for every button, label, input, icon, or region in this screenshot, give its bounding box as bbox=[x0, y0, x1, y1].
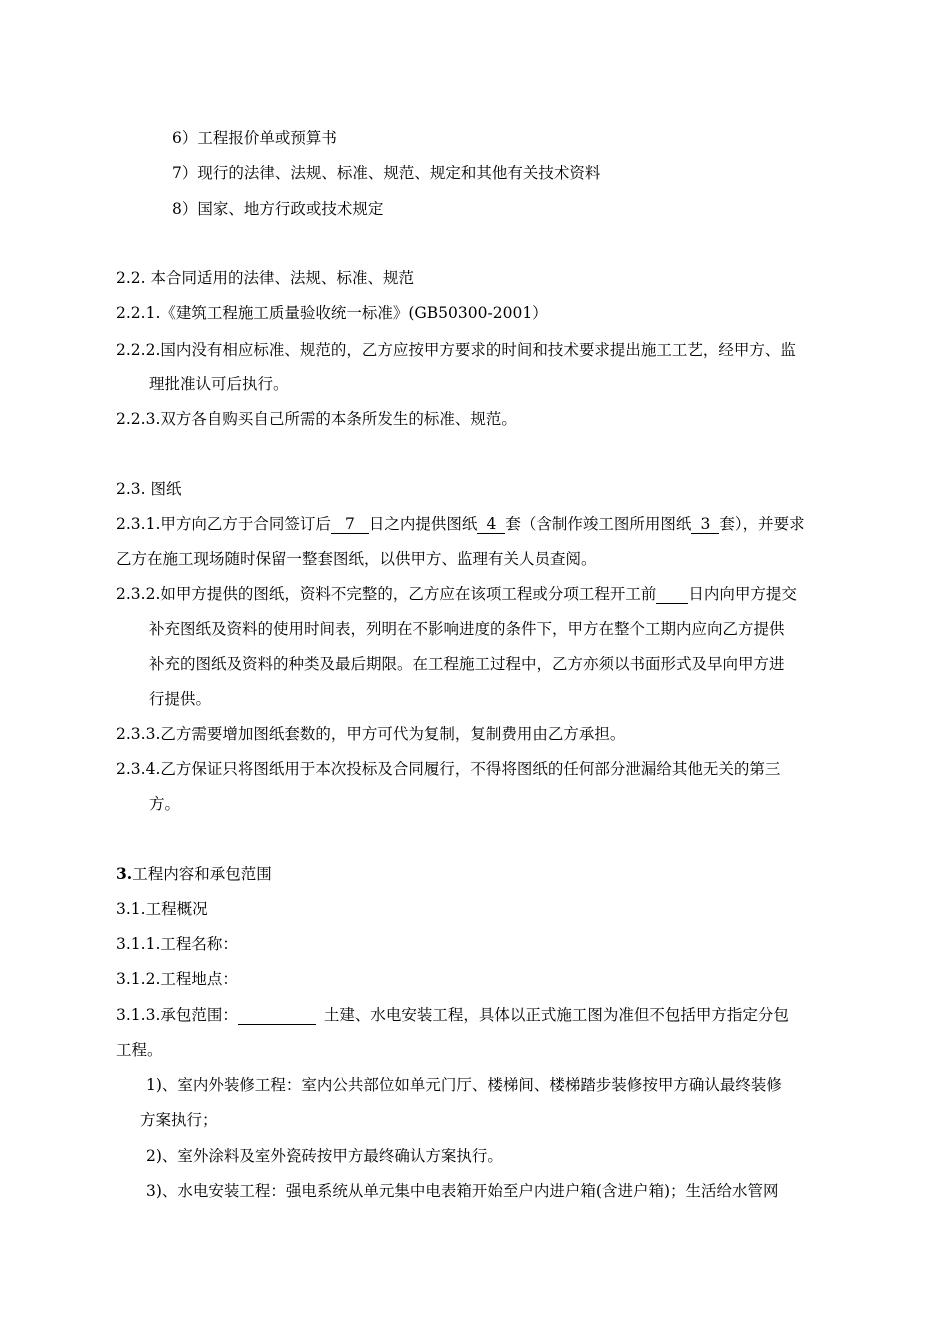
list-item-8: 8）国家、地方行政或技术规定 bbox=[172, 200, 384, 218]
scope-item-1-line2: 方案执行； bbox=[140, 1111, 218, 1129]
scope-item-2: 2)、室外涂料及室外瓷砖按甲方最终确认方案执行。 bbox=[146, 1147, 503, 1165]
scope-blank bbox=[238, 1006, 316, 1025]
section-2-2-heading: 2.2. 本合同适用的法律、法规、标准、规范 bbox=[116, 269, 415, 287]
days-blank: 7 bbox=[331, 515, 369, 534]
clause-2-3-2-line2: 补充图纸及资料的使用时间表，列明在不影响进度的条件下，甲方在整个工期内应向乙方提供 bbox=[149, 620, 785, 638]
clause-2-3-4-line1: 2.3.4.乙方保证只将图纸用于本次投标及合同履行，不得将图纸的任何部分泄漏给其他无关的第三 bbox=[116, 760, 781, 778]
scope-item-1-line1: 1)、室内外装修工程：室内公共部位如单元门厅、楼梯间、楼梯踏步装修按甲方确认最终装修 bbox=[146, 1076, 782, 1094]
project-name-field: 3.1.1.工程名称： bbox=[116, 935, 238, 953]
clause-2-3-1-line2: 乙方在施工现场随时保留一整套图纸，以供甲方、监理有关人员查阅。 bbox=[116, 550, 597, 568]
section-3-number: 3. bbox=[116, 864, 133, 883]
clause-2-3-1-text-c: 套（含制作竣工图所用图纸 bbox=[505, 515, 692, 533]
clause-3-1-3-line1 bbox=[116, 1005, 789, 1025]
clause-2-3-1-text-b: 日之内提供图纸 bbox=[368, 515, 478, 533]
section-3-1: 3.1.工程概况 bbox=[116, 900, 208, 918]
clause-2-3-2-line1 bbox=[116, 584, 797, 604]
clause-2-3-2-text-a: 2.3.2.如甲方提供的图纸，资料不完整的，乙方应在该项工程或分项工程开工前 bbox=[116, 585, 657, 603]
list-item-6: 6）工程报价单或预算书 bbox=[172, 129, 337, 147]
clause-2-2-2-line1: 2.2.2.国内没有相应标准、规范的，乙方应按甲方要求的时间和技术要求提出施工工艺，经甲方、监 bbox=[116, 341, 796, 359]
list-item-7: 7）现行的法律、法规、标准、规范、规定和其他有关技术资料 bbox=[172, 164, 601, 182]
clause-2-2-1: 2.2.1.《建筑工程施工质量验收统一标准》(GB50300-2001） bbox=[116, 304, 548, 322]
clause-2-3-2-text-b: 日内向甲方提交 bbox=[688, 585, 797, 603]
section-3-heading bbox=[116, 864, 272, 884]
section-3-title: 工程内容和承包范围 bbox=[132, 865, 272, 883]
clause-2-3-1-text-a: 2.3.1.甲方向乙方于合同签订后 bbox=[116, 515, 331, 533]
clause-3-1-3-text: 土建、水电安装工程，具体以正式施工图为准但不包括甲方指定分包 bbox=[323, 1006, 789, 1024]
sets-blank: 4 bbox=[477, 515, 505, 534]
as-built-sets-blank: 3 bbox=[691, 515, 719, 534]
project-location-field: 3.1.2.工程地点： bbox=[116, 970, 238, 988]
clause-2-3-1-text-d: 套），并要求 bbox=[719, 515, 805, 533]
clause-2-3-2-line4: 行提供。 bbox=[149, 690, 212, 708]
days-before-start-blank bbox=[656, 585, 688, 604]
clause-2-3-2-line3: 补充的图纸及资料的种类及最后期限。在工程施工过程中，乙方亦须以书面形式及早向甲方进 bbox=[149, 655, 785, 673]
section-2-3-heading: 2.3. 图纸 bbox=[116, 480, 182, 498]
clause-2-2-3: 2.2.3.双方各自购买自己所需的本条所发生的标准、规范。 bbox=[116, 410, 517, 428]
clause-3-1-3-line2: 工程。 bbox=[116, 1041, 163, 1059]
clause-3-1-3-label: 3.1.3.承包范围： bbox=[116, 1006, 238, 1024]
clause-2-2-2-line2: 理批准认可后执行。 bbox=[149, 375, 289, 393]
clause-2-3-4-line2: 方。 bbox=[149, 795, 181, 813]
clause-2-3-1-line1 bbox=[116, 514, 805, 534]
scope-item-3: 3)、水电安装工程：强电系统从单元集中电表箱开始至户内进户箱(含进户箱)；生活给水管网 bbox=[146, 1182, 779, 1200]
clause-2-3-3: 2.3.3.乙方需要增加图纸套数的，甲方可代为复制，复制费用由乙方承担。 bbox=[116, 725, 626, 743]
